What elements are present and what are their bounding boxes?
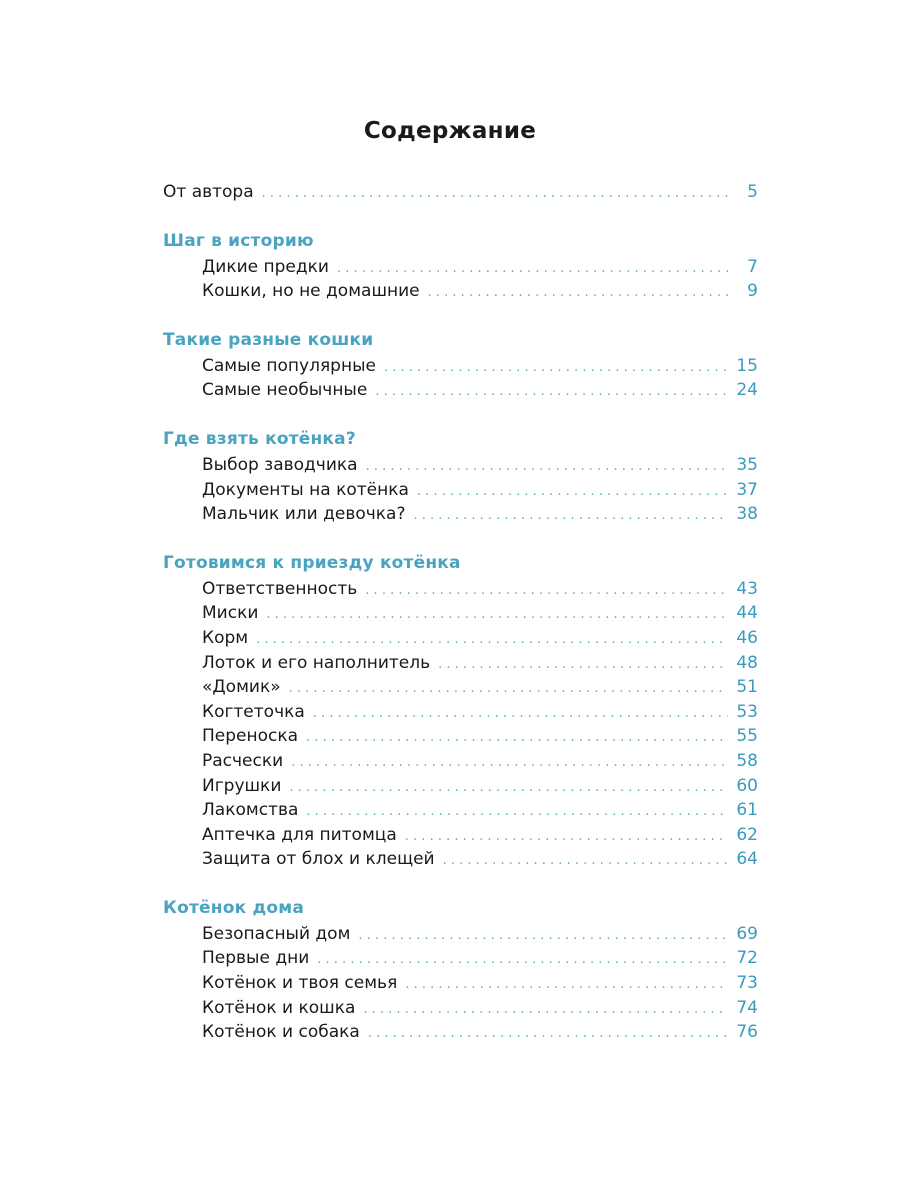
toc-entry-label: Игрушки [202,775,282,796]
toc-entry-label: Расчески [202,750,284,771]
toc-entry-label: Документы на котёнка [202,479,409,500]
dot-leader [363,998,728,1023]
toc-entry-page: 72 [736,948,758,969]
toc-entry[interactable] [163,453,758,478]
dot-leader [438,653,728,678]
table-of-contents [163,180,758,1045]
toc-entry[interactable] [163,502,758,527]
dot-leader [384,356,728,381]
section-title[interactable]: Шаг в историю [163,230,314,251]
toc-entry[interactable] [163,354,758,379]
toc-entry-page: 60 [736,775,758,796]
toc-entry-page: 43 [736,578,758,599]
toc-entry-label: Самые необычные [202,380,368,401]
dot-leader [414,504,729,529]
section-items [163,255,758,304]
toc-sections [163,228,758,1045]
toc-entry[interactable] [163,478,758,503]
toc-entry-page: 24 [736,380,758,401]
dot-leader [291,751,728,776]
dot-leader [358,924,728,949]
toc-entry-label: Мальчик или девочка? [202,504,406,525]
toc-entry-label: Миски [202,603,259,624]
dot-leader [443,849,728,874]
toc-entry-page: 35 [736,454,758,475]
toc-entry[interactable] [163,946,758,971]
dot-leader [289,776,728,801]
toc-entry-label: Лакомства [202,800,299,821]
toc-entry-page: 61 [736,800,758,821]
toc-entry-label: Котёнок и кошка [202,997,356,1018]
toc-entry[interactable] [163,577,758,602]
toc-entry[interactable] [163,675,758,700]
toc-entry-label: «Домик» [202,677,281,698]
toc-entry[interactable] [163,651,758,676]
toc-entry[interactable] [163,774,758,799]
toc-entry[interactable] [163,700,758,725]
section-title[interactable]: Готовимся к приезду котёнка [163,552,461,573]
toc-entry[interactable] [163,971,758,996]
toc-entry-page: 76 [736,1022,758,1043]
section-items [163,577,758,872]
section-items [163,354,758,403]
toc-section [163,426,758,527]
toc-section [163,550,758,872]
toc-entry-label: Котёнок и собака [202,1022,360,1043]
toc-entry-page: 74 [736,997,758,1018]
toc-section [163,895,758,1045]
toc-entry-intro[interactable] [163,180,758,205]
dot-leader [306,800,728,825]
section-title[interactable]: Котёнок дома [163,897,305,918]
toc-entry-label: Дикие предки [202,256,329,277]
toc-entry-page: 9 [747,281,758,302]
toc-entry-page: 37 [736,479,758,500]
toc-entry[interactable] [163,724,758,749]
toc-entry-page: 58 [736,750,758,771]
toc-entry[interactable] [163,922,758,947]
dot-leader [366,455,728,480]
toc-section [163,228,758,304]
toc-entry-page: 73 [736,973,758,994]
dot-leader [368,1022,728,1047]
dot-leader [306,726,728,751]
toc-entry-label: Ответственность [202,578,358,599]
toc-entry[interactable] [163,601,758,626]
section-items [163,453,758,527]
dot-leader [337,257,728,282]
dot-leader [417,480,728,505]
toc-entry-page: 69 [736,923,758,944]
toc-entry[interactable] [163,1020,758,1045]
dot-leader [262,182,728,207]
toc-entry-label: Самые популярные [202,355,376,376]
toc-entry[interactable] [163,996,758,1021]
dot-leader [313,702,728,727]
toc-entry[interactable] [163,279,758,304]
toc-entry[interactable] [163,749,758,774]
toc-entry[interactable] [163,255,758,280]
toc-entry-page: 48 [736,652,758,673]
dot-leader [266,603,728,628]
toc-entry-label: Первые дни [202,948,310,969]
toc-entry[interactable] [163,798,758,823]
toc-entry-label: Лоток и его наполнитель [202,652,431,673]
dot-leader [365,579,728,604]
section-items [163,922,758,1045]
toc-entry-label: Безопасный дом [202,923,351,944]
dot-leader [317,948,728,973]
toc-entry-page: 44 [736,603,758,624]
section-title[interactable]: Где взять котёнка? [163,428,356,449]
toc-entry-label: Аптечка для питомца [202,824,397,845]
dot-leader [405,825,728,850]
toc-entry[interactable] [163,378,758,403]
toc-entry-label: Котёнок и твоя семья [202,973,398,994]
dot-leader [289,677,728,702]
toc-entry-page: 51 [736,677,758,698]
section-title[interactable]: Такие разные кошки [163,329,374,350]
toc-entry[interactable] [163,626,758,651]
dot-leader [256,628,728,653]
toc-entry-page: 38 [736,504,758,525]
toc-entry-page: 62 [736,824,758,845]
toc-entry[interactable] [163,823,758,848]
toc-entry-page: 46 [736,627,758,648]
toc-entry-page: 53 [736,701,758,722]
toc-entry-page: 15 [736,355,758,376]
toc-entry-page: 64 [736,849,758,870]
toc-entry-label: Когтеточка [202,701,305,722]
dot-leader [428,281,728,306]
toc-entry-label: Защита от блох и клещей [202,849,435,870]
toc-entry-label: Выбор заводчика [202,454,358,475]
toc-entry[interactable] [163,847,758,872]
toc-entry-label: Переноска [202,726,299,747]
toc-entry-label: Кошки, но не домашние [202,281,420,302]
toc-entry-page: 55 [736,726,758,747]
toc-entry-label: Корм [202,627,249,648]
toc-entry-page: 7 [747,256,758,277]
toc-section [163,327,758,403]
toc-entry-page: 5 [747,182,758,202]
toc-entry-label: От автора [163,182,254,202]
dot-leader [375,380,728,405]
page-title: Содержание [363,118,537,144]
dot-leader [405,973,728,998]
